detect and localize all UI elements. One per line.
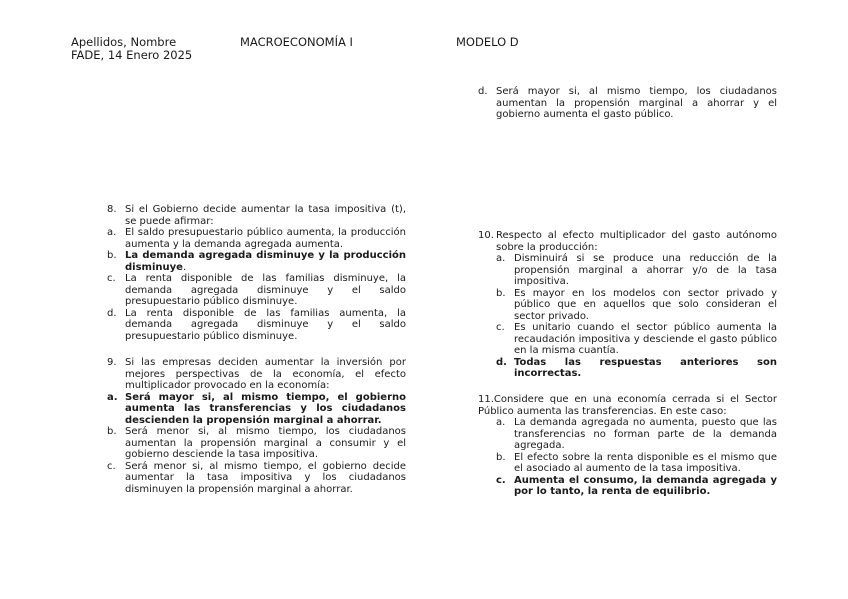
option-letter: c. [496,322,505,333]
question-stem [107,204,406,227]
option-text-tail: . [182,261,187,273]
option-text: Será menor si, al mismo tiempo, los ciudadanos aumentan la propensión marginal a consumir y el gobierno desciende la tasa impositiva. [125,426,406,460]
question-text: Considere que en una economía cerrada si el Sector Público aumenta las transferencias. En este caso: [478,394,777,417]
options-list [478,417,777,498]
question-stem [478,394,777,417]
option-text: La renta disponible de las familias disminuye, la demanda agregada disminuye y el saldo presupuestario público disminuye. [125,273,406,307]
option-text-correct: Todas las respuestas anteriores son incorrectas. [514,356,777,379]
option-letter: d. [107,307,117,319]
question-number: 11. [478,394,494,405]
option-text: La demanda agregada no aumenta, puesto que las transferencias no forman parte de la demanda agregada. [514,417,777,451]
option-letter: d. [478,86,488,97]
option-letter: b. [107,426,117,437]
option-d [496,357,777,380]
option-letter: b. [496,451,506,463]
question-text: Respecto al efecto multiplicador del gasto autónomo sobre la producción: [496,230,777,253]
option-text: El saldo presupuestario público aumenta, la producción aumenta y la demanda agregada aumenta. [125,227,406,250]
option-text-correct: Aumenta el consumo, la demanda agregada y por lo tanto, la renta de equilibrio. [514,474,777,497]
question-11 [478,394,777,498]
exam-model: MODELO D [456,35,519,49]
question-text: Si las empresas deciden aumentar la inversión por mejores perspectivas de la economía, el efecto multiplicador provocado en la economía: [125,357,406,391]
option-letter: b. [496,287,506,299]
option-letter: c. [107,460,116,472]
question-stem [478,230,777,253]
option-letter: a. [496,417,506,428]
option-b [496,288,777,323]
course-title: MACROECONOMÍA I [240,35,353,49]
question-number: 10. [478,230,494,241]
option-c [107,273,406,308]
option-a [107,227,406,250]
option-b [107,250,406,273]
option-c [496,475,777,498]
name-label: Apellidos, Nombre [71,35,177,49]
option-letter: c. [107,273,116,284]
question-stem [107,357,406,392]
question-10 [478,230,777,380]
option-d [107,308,406,343]
question-text: Si el Gobierno decide aumentar la tasa impositiva (t), se puede afirmar: [125,204,406,227]
option-text-correct: La demanda agregada disminuye y la producción disminuye [125,250,406,273]
option-text: El efecto sobre la renta disponible es el mismo que el asociado al aumento de la tasa impositiva. [514,451,777,474]
question-8 [107,204,406,342]
question-9 [107,357,406,495]
option-text: Disminuirá si se produce una reducción de la propensión marginal a ahorrar y/o de la tasa impositiva. [514,253,777,287]
option-text: Es unitario cuando el sector público aumenta la recaudación impositiva y desciende el gasto público en la misma cuantía. [514,322,777,356]
question-number: 8. [107,204,117,215]
option-letter: a. [496,253,506,264]
option-letter: d. [496,356,507,368]
option-a [496,253,777,288]
option-letter: a. [107,391,118,403]
option-c [496,322,777,357]
option-letter: a. [107,227,117,238]
option-text: La renta disponible de las familias aumenta, la demanda agregada disminuye y el saldo presupuestario público disminuye. [125,307,406,342]
option-b [107,426,406,461]
option-letter: c. [496,474,506,486]
option-c [107,461,406,496]
option-a [496,417,777,452]
options-list [478,253,777,380]
question-number: 9. [107,357,117,368]
option-a [107,392,406,427]
option-text: Será menor si, al mismo tiempo, el gobierno decide aumentar la tasa impositiva y los ciudadanos disminuyen la propensión marginal a ahorrar. [125,460,406,495]
option-d [478,86,777,121]
option-text: Es mayor en los modelos con sector privado y público que en aquellos que solo consideran el sector privado. [514,287,777,322]
option-letter: b. [107,250,117,261]
option-text: Será mayor si, al mismo tiempo, los ciudadanos aumentan la propensión marginal a ahorrar y el gobierno aumenta el gasto público. [496,86,777,120]
option-text-correct: Será mayor si, al mismo tiempo, el gobierno aumenta las transferencias y los ciudadanos descienden la propensión marginal a ahorrar. [125,391,406,426]
option-b [496,452,777,475]
exam-date: FADE, 14 Enero 2025 [71,48,193,62]
question-7-tail [478,86,777,121]
